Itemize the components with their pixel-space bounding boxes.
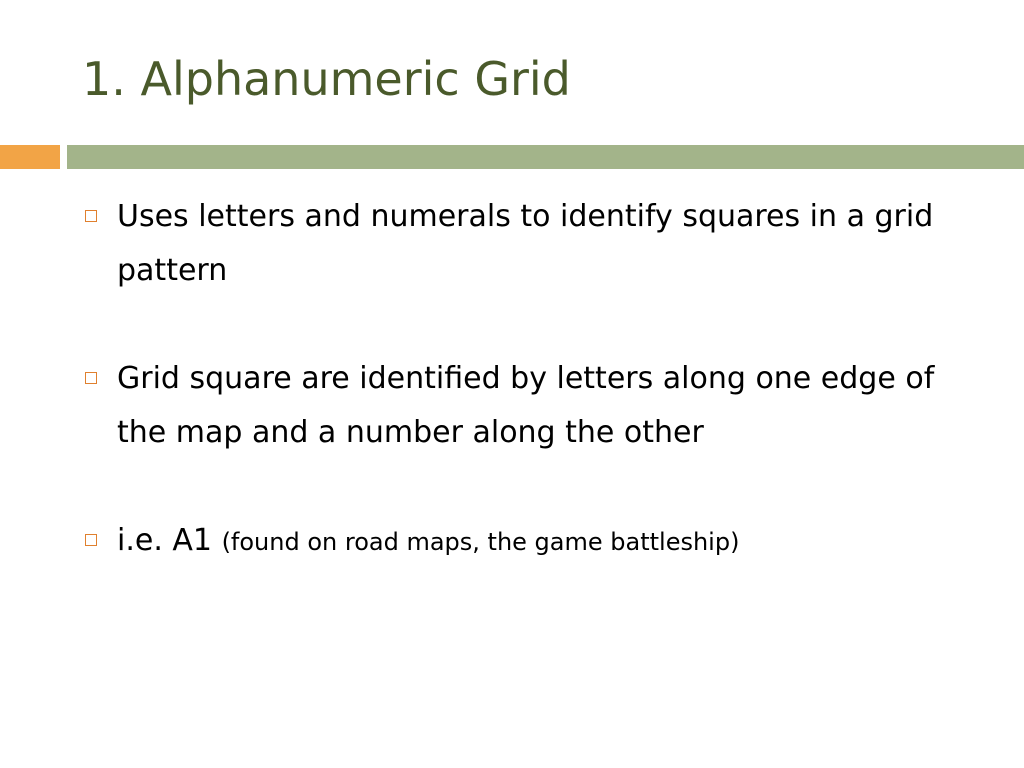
slide-title: 1. Alphanumeric Grid xyxy=(82,52,571,106)
orange-accent-bar xyxy=(0,145,60,169)
hollow-square-icon xyxy=(85,372,97,384)
bullet-text: Uses letters and numerals to identify squares in a grid pattern xyxy=(117,199,934,288)
bullet-item xyxy=(85,514,985,569)
green-accent-bar xyxy=(67,145,1024,169)
bullet-text: Grid square are identified by letters along one edge of the map and a number along the other xyxy=(117,361,935,450)
bullet-item xyxy=(85,352,985,460)
bullet-list xyxy=(85,190,985,569)
bullet-item xyxy=(85,190,985,298)
hollow-square-icon xyxy=(85,534,97,546)
bullet-note: (found on road maps, the game battleship) xyxy=(221,528,740,556)
hollow-square-icon xyxy=(85,210,97,222)
bullet-text: i.e. A1 xyxy=(117,523,213,558)
